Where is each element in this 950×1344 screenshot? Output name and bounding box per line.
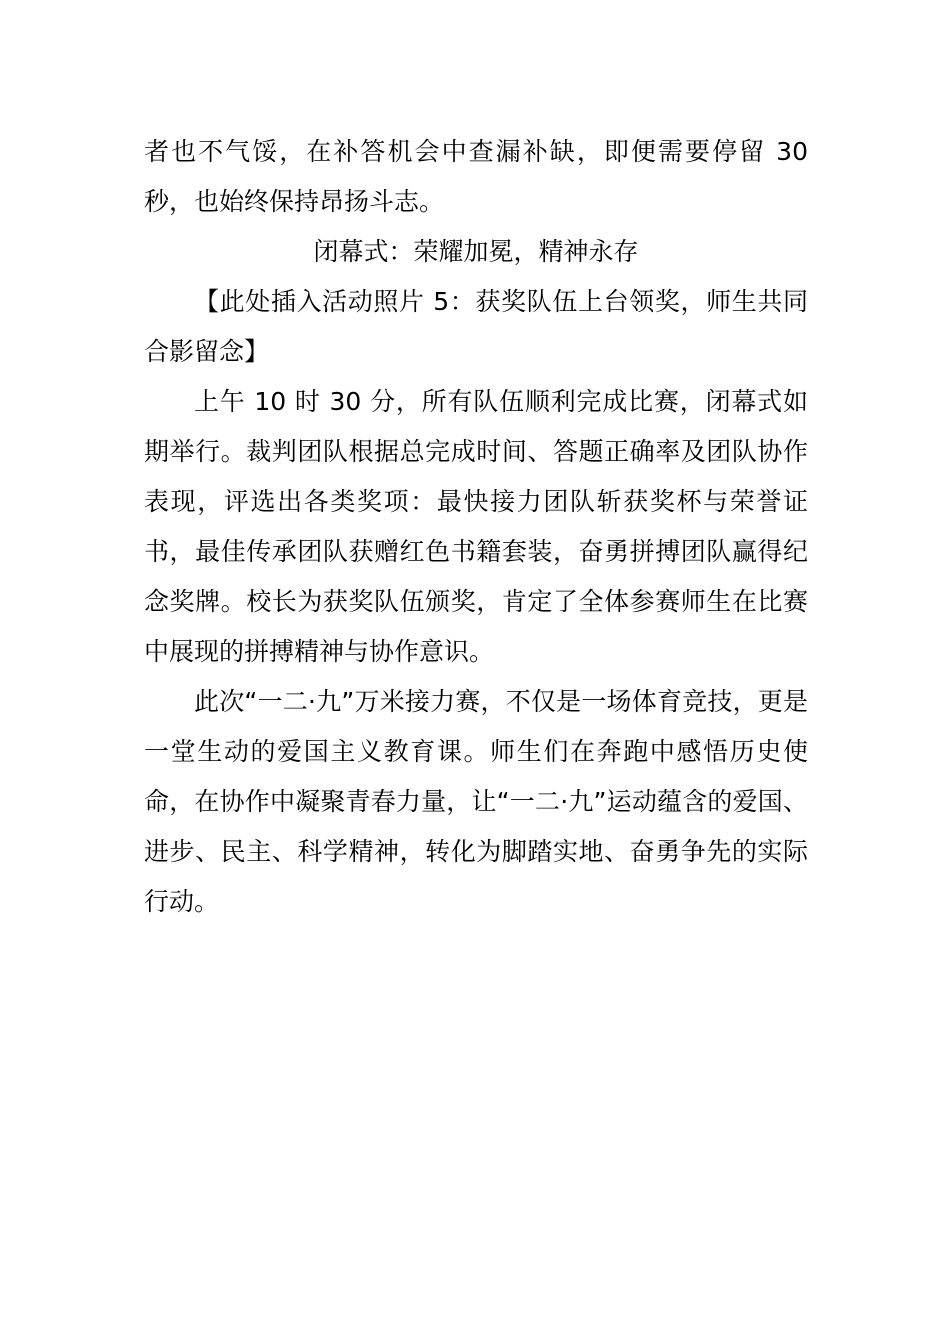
body-paragraph-closing-ceremony: 上午 10 时 30 分，所有队伍顺利完成比赛，闭幕式如期举行。裁判团队根据总完成时间、答题正确率及团队协作表现，评选出各类奖项：最快接力团队斩获奖杯与荣誉证书，最佳传承团队获赠红色书籍套装，奋勇拼搏团队赢得纪念奖牌。校长为获奖队伍颁奖，肯定了全体参赛师生在比赛中展现的拼搏精神与协作意识。	[144, 387, 808, 666]
photo-placeholder-note: 【此处插入活动照片 5：获奖队伍上台领奖，师生共同合影留念】	[144, 287, 808, 366]
document-body	[144, 127, 808, 927]
body-paragraph-continued: 者也不气馁，在补答机会中查漏补缺，即便需要停留 30 秒，也始终保持昂扬斗志。	[144, 137, 808, 216]
section-heading: 闭幕式：荣耀加冕，精神永存	[313, 237, 639, 266]
body-paragraph-summary: 此次“一二·九”万米接力赛，不仅是一场体育竞技，更是一堂生动的爱国主义教育课。师生们在奔跑中感悟历史使命，在协作中凝聚青春力量，让“一二·九”运动蕴含的爱国、进步、民主、科学精神，转化为脚踏实地、奋勇争先的实际行动。	[144, 687, 808, 916]
